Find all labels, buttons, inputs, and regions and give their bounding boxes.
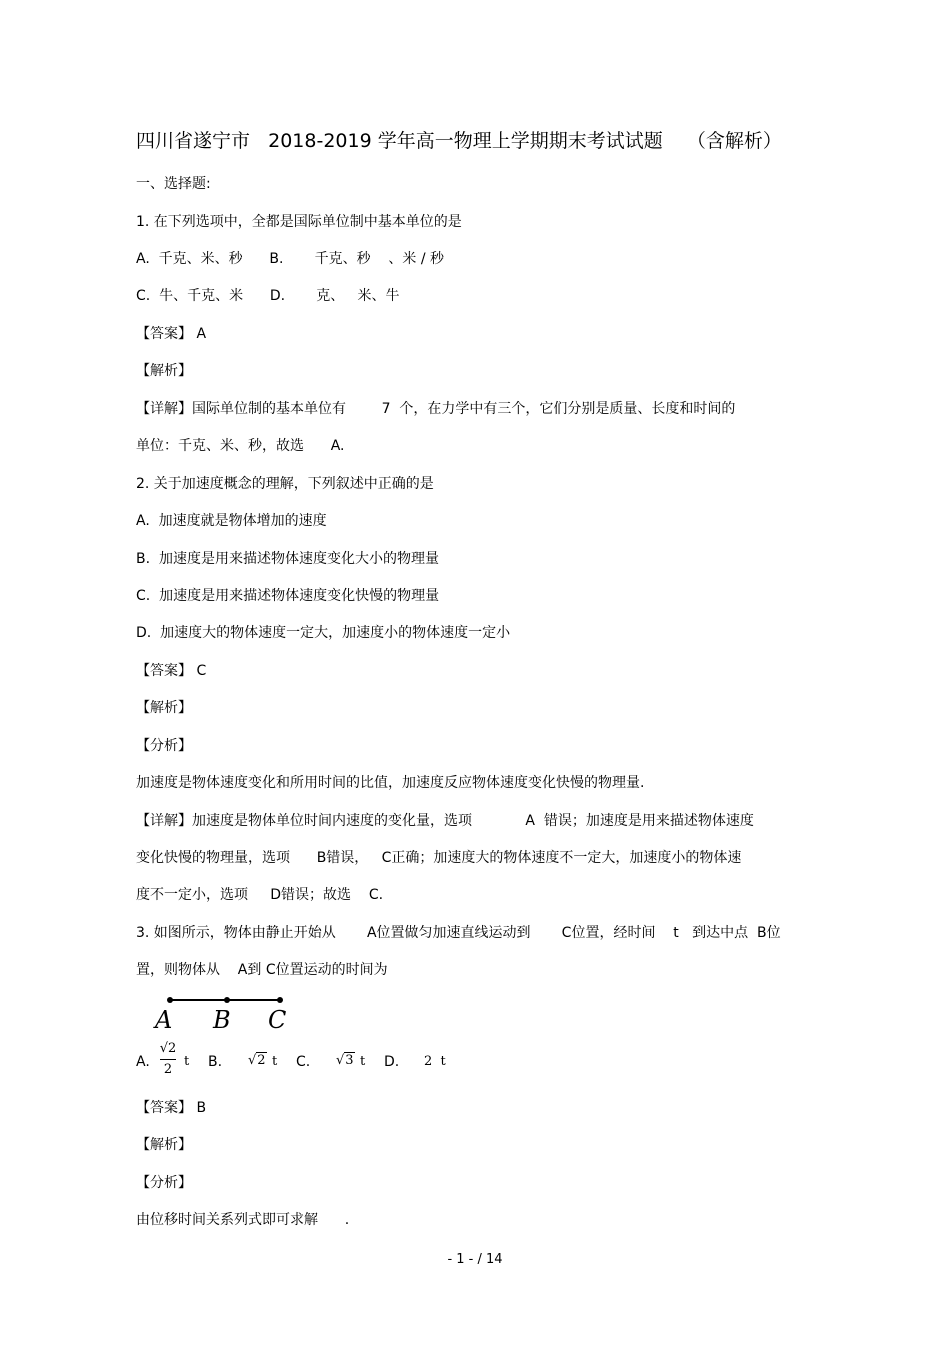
radicand: 3 — [345, 1053, 354, 1068]
radicand: 2 — [257, 1053, 266, 1068]
q3-option-c-label: C. — [296, 1054, 311, 1070]
q3-stem-1: 3. 如图所示，物体由静止开始从 A位置做匀加速直线运动到 C位置，经时间 t 到达中点 B位 — [136, 925, 781, 941]
document-title: 四川省遂宁市 2018-2019 学年高一物理上学期期末考试试题 （含解析） — [136, 130, 782, 152]
q1-detail-1: 【详解】国际单位制的基本单位有 7 个，在力学中有三个，它们分别是质量、长度和时间的 — [136, 401, 736, 417]
q2-fenxi-text: 加速度是物体速度变化和所用时间的比值，加速度反应物体速度变化快慢的物理量. — [136, 775, 645, 791]
q2-option-a: A. 加速度就是物体增加的速度 — [136, 513, 327, 529]
q3-option-b-sqrt: √2 — [248, 1053, 266, 1068]
q2-option-b: B. 加速度是用来描述物体速度变化大小的物理量 — [136, 551, 439, 567]
q3-stem-2: 置，则物体从 A到 C位置运动的时间为 — [136, 962, 388, 978]
q1-detail-2: 单位：千克、米、秒，故选 A. — [136, 438, 345, 454]
point-b — [224, 997, 230, 1003]
q2-detail-2: 变化快慢的物理量，选项 B错误， C正确；加速度大的物体速度不一定大，加速度小的物体速 — [136, 850, 742, 866]
q2-fenxi: 【分析】 — [136, 738, 192, 754]
q2-answer: 【答案】 C — [136, 663, 207, 679]
q3-option-b-t: t — [272, 1054, 278, 1069]
fraction-numerator: √2 — [159, 1041, 177, 1056]
point-c — [277, 997, 283, 1003]
q2-detail-1: 【详解】加速度是物体单位时间内速度的变化量，选项 A 错误；加速度是用来描述物体速度 — [136, 813, 754, 829]
q3-option-c-sqrt: √3 — [336, 1053, 354, 1068]
label-c: C — [268, 1006, 287, 1034]
q2-option-d: D. 加速度大的物体速度一定大，加速度小的物体速度一定小 — [136, 625, 511, 641]
q2-detail-3: 度不一定小，选项 D错误；故选 C. — [136, 887, 384, 903]
q1-options-ab: A. 千克、米、秒 B. 千克、秒 、米 / 秒 — [136, 251, 445, 267]
point-a — [167, 997, 173, 1003]
fraction-bar — [160, 1059, 176, 1060]
q3-option-b-label: B. — [208, 1054, 223, 1070]
label-a: A — [155, 1006, 173, 1034]
q1-analysis: 【解析】 — [136, 363, 192, 379]
q3-option-a-t: t — [184, 1054, 190, 1069]
q3-option-d-value: 2 t — [424, 1054, 446, 1069]
q3-options — [136, 1040, 536, 1088]
label-b: B — [213, 1006, 231, 1034]
q2-option-c: C. 加速度是用来描述物体速度变化快慢的物理量 — [136, 588, 440, 604]
page-number: - 1 - / 14 — [447, 1252, 503, 1267]
section-heading: 一、选择题: — [136, 176, 211, 192]
q3-option-c-t: t — [360, 1054, 366, 1069]
q3-analysis: 【解析】 — [136, 1137, 192, 1153]
q2-stem: 2. 关于加速度概念的理解，下列叙述中正确的是 — [136, 476, 434, 492]
q3-option-a-label: A. — [136, 1054, 150, 1070]
q1-answer: 【答案】 A — [136, 326, 207, 342]
q3-answer: 【答案】 B — [136, 1100, 207, 1116]
q3-option-a-fraction — [158, 1040, 178, 1079]
abc-line-diagram — [150, 990, 300, 1035]
q3-fenxi-text: 由位移时间关系列式即可求解 . — [136, 1212, 350, 1228]
q3-fenxi: 【分析】 — [136, 1175, 192, 1191]
q2-analysis: 【解析】 — [136, 700, 192, 716]
q3-option-d-label: D. — [384, 1054, 400, 1070]
fraction-denominator: 2 — [163, 1062, 173, 1077]
q1-options-cd: C. 牛、千克、米 D. 克、 米、牛 — [136, 288, 400, 304]
q1-stem: 1. 在下列选项中，全都是国际单位制中基本单位的是 — [136, 214, 462, 230]
